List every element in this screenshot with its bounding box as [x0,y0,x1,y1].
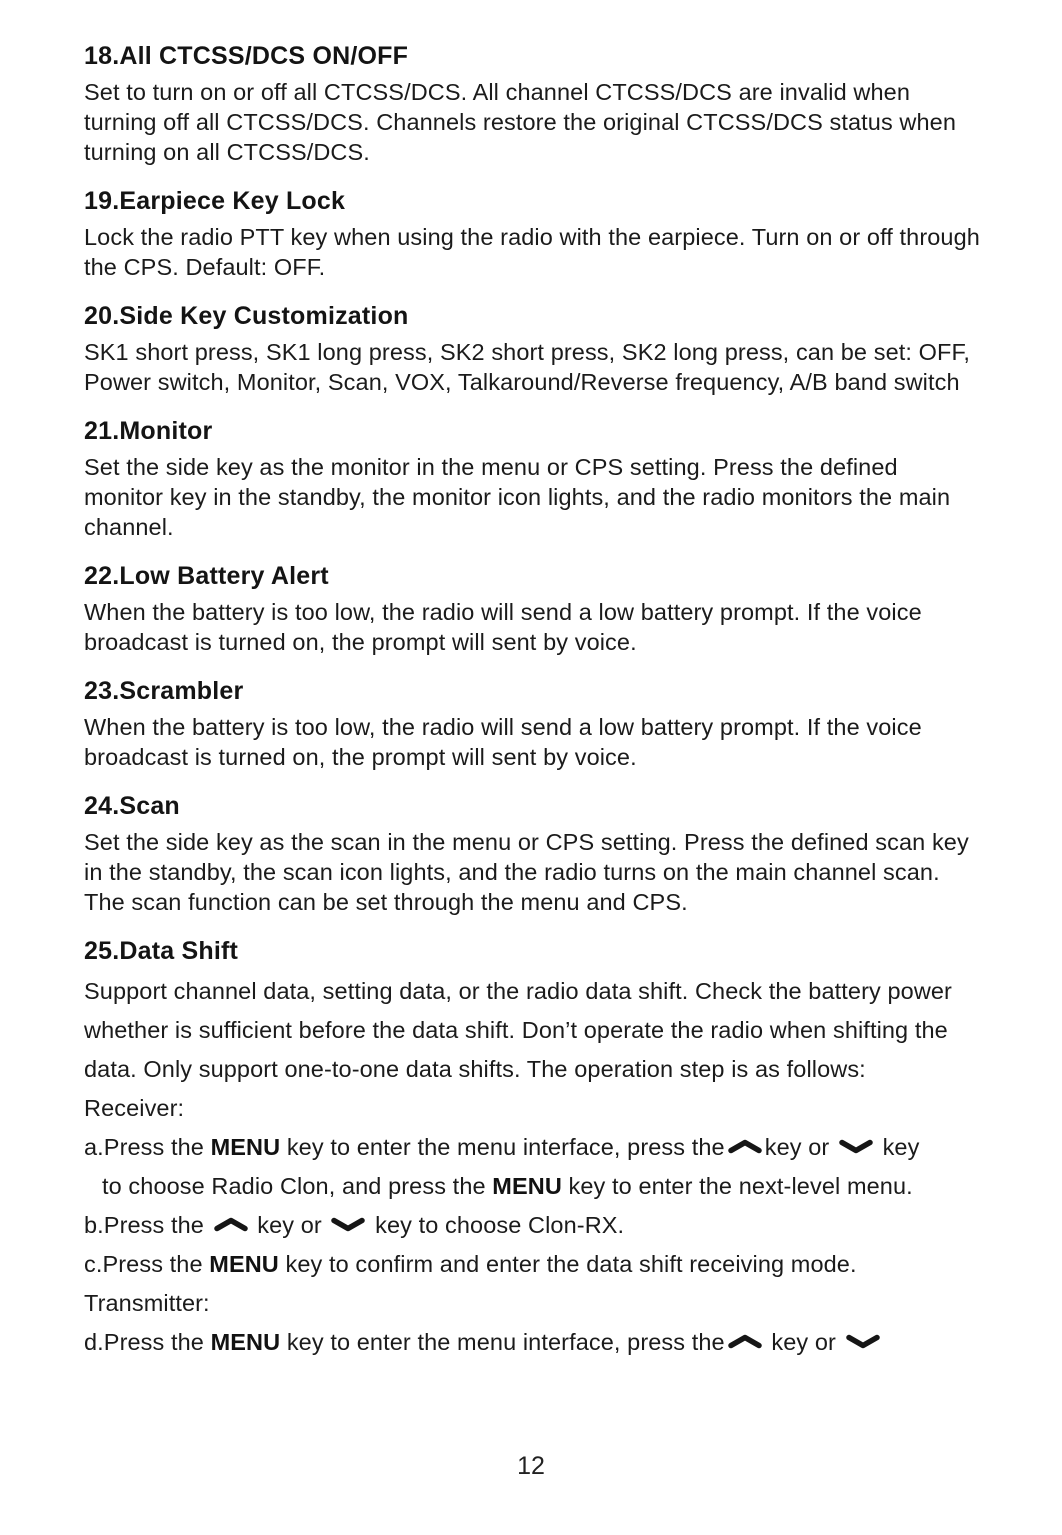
step-a-continuation [84,1167,980,1206]
step-text: Receiver: [84,1095,185,1121]
step-text: key to enter the next-level menu. [561,1173,913,1199]
step-text: key to confirm and enter the data shift receiving mode. [278,1251,857,1277]
steps [84,1089,980,1362]
chevron-up-icon [728,1334,762,1349]
menu-key-label: MENU [210,1329,281,1355]
section [84,677,980,772]
section [84,42,980,167]
step-text: d.Press the [84,1329,211,1355]
transmitter-label [84,1284,980,1323]
step-text: to choose Radio Clon, and press the [102,1173,493,1199]
section-body: When the battery is too low, the radio will send a low battery prompt. If the voice broadcast is turned on, the prompt will sent by voice. [84,599,922,655]
section [84,792,980,917]
document-body [84,42,980,1089]
section-body: Lock the radio PTT key when using the radio with the earpiece. Turn on or off through the CPS. Default: OFF. [84,224,980,280]
section [84,302,980,397]
page-number: 12 [517,1452,545,1480]
chevron-up-icon [214,1217,248,1232]
chevron-down-icon [331,1217,365,1232]
step-b [84,1206,980,1245]
step-text: key or [764,1134,836,1160]
section-heading: 22.Low Battery Alert [84,562,329,590]
section-heading: 21.Monitor [84,417,213,445]
step-text: key or [250,1212,329,1238]
chevron-up-icon [728,1139,762,1154]
section-heading: 18.All CTCSS/DCS ON/OFF [84,42,409,70]
step-text: key to enter the menu interface, press the [280,1134,725,1160]
section-heading: 24.Scan [84,792,180,820]
step-d [84,1323,980,1362]
section [84,417,980,542]
menu-key-label: MENU [209,1251,279,1277]
section-heading: 20.Side Key Customization [84,302,409,330]
section-body: Set to turn on or off all CTCSS/DCS. All channel CTCSS/DCS are invalid when turning off all CTCSS/DCS. Channels restore the original CTCSS/DCS status when turning on all CTCSS/DCS. [84,79,957,165]
section [84,187,980,282]
section [84,937,980,1089]
step-text: c.Press the [84,1251,210,1277]
menu-key-label: MENU [210,1134,281,1160]
step-c [84,1245,980,1284]
section-body: Support channel data, setting data, or the radio data shift. Check the battery power whether is sufficient before the data shift. Don’t operate the radio when shifting the data. Only support one-to-one data shifts. The operation step is as follows: [84,978,952,1082]
section [84,562,980,657]
step-text: key or [764,1329,843,1355]
menu-key-label: MENU [492,1173,562,1199]
step-text: key to enter the menu interface, press the [280,1329,725,1355]
section-body: Set the side key as the monitor in the menu or CPS setting. Press the defined monitor key in the standby, the monitor icon lights, and the radio monitors the main channel. [84,454,951,540]
step-text: Transmitter: [84,1290,210,1316]
step-text: b.Press the [84,1212,211,1238]
step-text: key to choose Clon-RX. [368,1212,625,1238]
receiver-label [84,1089,980,1128]
section-body: When the battery is too low, the radio will send a low battery prompt. If the voice broadcast is turned on, the prompt will sent by voice. [84,714,922,770]
section-body: Set the side key as the scan in the menu or CPS setting. Press the defined scan key in the standby, the scan icon lights, and the radio turns on the main channel scan. The scan function can be set through the menu and CPS. [84,829,969,915]
section-heading: 23.Scrambler [84,677,244,705]
step-text: a.Press the [84,1134,211,1160]
step-a [84,1128,980,1167]
section-heading: 19.Earpiece Key Lock [84,187,346,215]
step-text: key [875,1134,920,1160]
section-heading: 25.Data Shift [84,937,239,965]
chevron-down-icon [846,1334,880,1349]
chevron-down-icon [839,1139,873,1154]
section-body: SK1 short press, SK1 long press, SK2 short press, SK2 long press, can be set: OFF, Power switch, Monitor, Scan, VOX, Talkaround/Reverse frequency, A/B band switch [84,339,970,395]
